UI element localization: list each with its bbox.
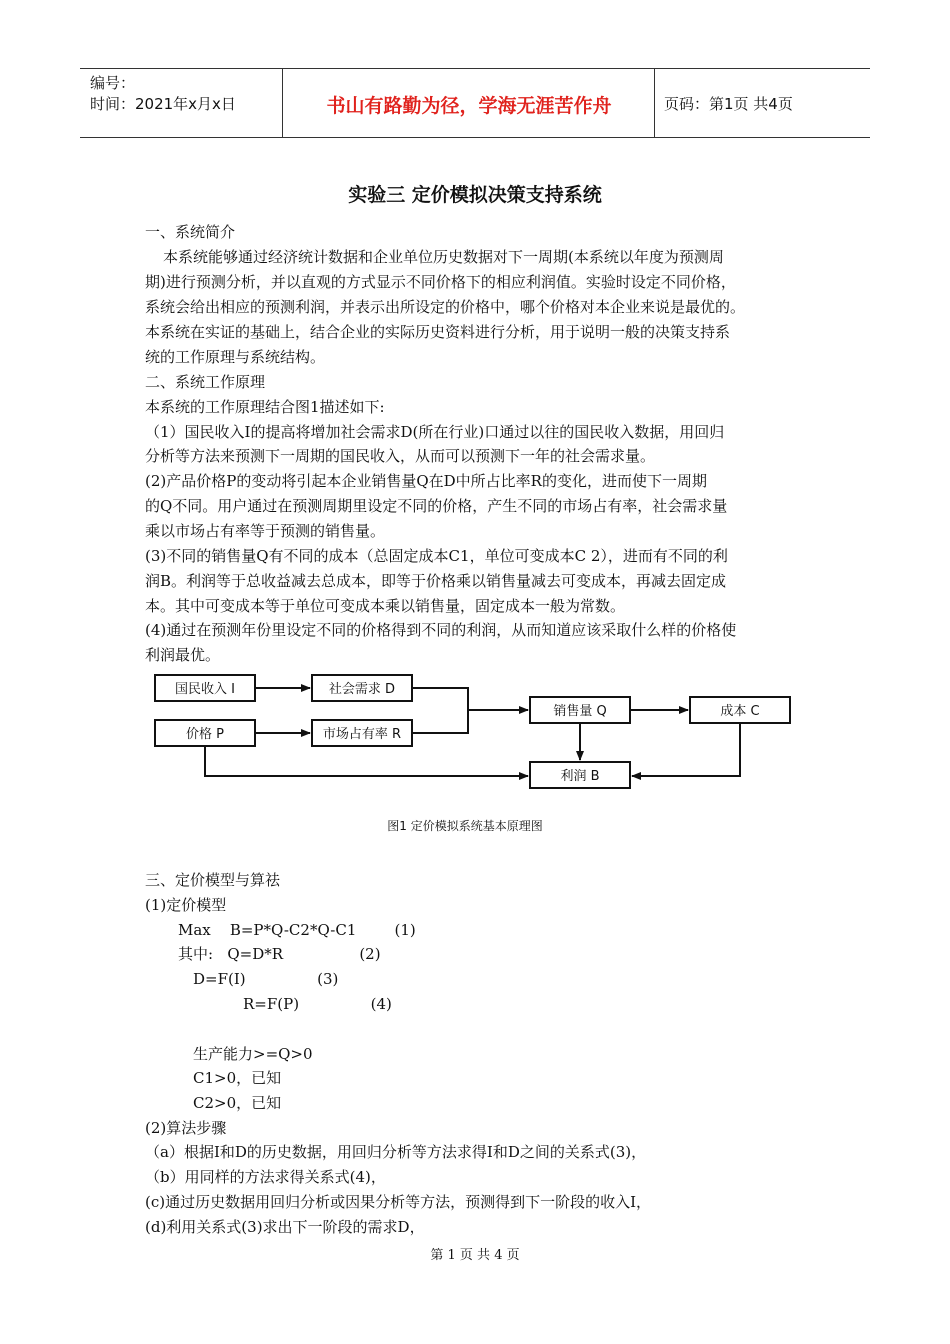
paragraph-line: 本系统在实证的基础上，结合企业的实际历史资料进行分析，用于说明一般的决策支持系: [145, 323, 731, 341]
arrow-cost-profit: [632, 723, 740, 776]
paragraph-line: 系统会给出相应的预测利润，并表示出所设定的价格中，哪个价格对本企业来说是最优的。: [145, 298, 746, 316]
constraint-3: C2>0，已知: [193, 1094, 282, 1112]
algorithm-step: (d)利用关系式(3)求出下一阶段的需求D，: [145, 1218, 425, 1236]
subheading: (1)定价模型: [145, 896, 227, 914]
constraint-1: 生产能力>=Q>0: [193, 1045, 313, 1063]
algorithm-step: （b）用同样的方法求得关系式(4)，: [145, 1168, 386, 1186]
paragraph-line: 润B。利润等于总收益减去总成本，即等于价格乘以销售量减去可变成本，再减去固定成: [145, 572, 727, 590]
header-left-cell: [90, 73, 236, 115]
header-motto: 书山有路勤为径，学海无涯苦作舟: [326, 95, 612, 117]
paragraph-line: （1）国民收入I的提高将增加社会需求D(所在行业)口通过以往的国民收入数据，用回归: [145, 423, 725, 441]
connector-demand-share: [412, 688, 468, 733]
paragraph-line: 利润最优。: [145, 646, 221, 664]
section-heading: 一、系统简介: [145, 223, 236, 241]
constraint-2: C1>0，已知: [193, 1069, 282, 1087]
equation-4: R=F(P) (4): [243, 995, 392, 1013]
box-share-label: 市场占有率 R: [322, 727, 402, 742]
paragraph-line: 分析等方法来预测下一周期的国民收入，从而可以预测下一年的社会需求量。: [145, 447, 656, 465]
paragraph-line: 本。其中可变成本等于单位可变成本乘以销售量，固定成本一般为常数。: [145, 597, 626, 615]
equation-1: Max B=P*Q-C2*Q-C1 (1): [178, 921, 416, 939]
page-title: 实验三 定价模拟决策支持系统: [348, 184, 602, 206]
paragraph-line: (2)产品价格P的变动将引起本企业销售量Q在D中所占比率R的变化，进而使下一周期: [145, 472, 707, 490]
paragraph-line: 的Q不同。用户通过在预测周期里设定不同的价格，产生不同的市场占有率，社会需求量: [145, 497, 728, 515]
section-heading: 三、定价模型与算祛: [145, 871, 281, 889]
paragraph-line: 本系统的工作原理结合图1描述如下:: [145, 398, 385, 416]
principle-diagram: [0, 660, 950, 840]
subheading: (2)算法步骤: [145, 1119, 227, 1137]
paragraph-line: 统的工作原理与系统结构。: [145, 348, 326, 366]
number-label: 编号：: [90, 74, 136, 92]
equation-3: D=F(I) (3): [193, 970, 339, 988]
document-header: [80, 68, 870, 138]
algorithm-step: （a）根据I和D的历史数据，用回归分析等方法求得I和D之间的关系式(3)，: [145, 1143, 647, 1161]
box-sales-label: 销售量 Q: [553, 704, 607, 719]
box-cost-label: 成本 C: [720, 704, 760, 719]
paragraph-line: 期)进行预测分析，并以直观的方式显示不同价格下的相应利润值。实验时设定不同价格，: [145, 273, 736, 291]
box-income-label: 国民收入 I: [175, 682, 235, 697]
algorithm-step: (c)通过历史数据用回归分析或因果分析等方法，预测得到下一阶段的收入I，: [145, 1193, 652, 1211]
paragraph-line: (3)不同的销售量Q有不同的成本（总固定成本C1，单位可变成本C 2），进而有不同的利: [145, 547, 728, 565]
box-price-label: 价格 P: [186, 727, 224, 742]
equation-2: 其中: Q=D*R (2): [178, 945, 381, 963]
arrow-price-profit: [205, 746, 528, 776]
paragraph-line: 乘以市场占有率等于预测的销售量。: [145, 522, 386, 540]
page-footer: 第 1 页 共 4 页: [430, 1248, 520, 1263]
section-heading: 二、系统工作原理: [145, 373, 266, 391]
paragraph-line: 本系统能够通过经济统计数据和企业单位历史数据对下一周期(本系统以年度为预测周: [163, 248, 724, 266]
diagram-caption: 图1 定价模拟系统基本原理图: [387, 819, 543, 833]
box-profit-label: 利润 B: [560, 769, 600, 784]
header-page-info: 页码：第1页 共4页: [664, 95, 793, 113]
header-divider: [654, 69, 655, 137]
time-line: 时间：2021年x月x日: [90, 95, 236, 113]
paragraph-line: (4)通过在预测年份里设定不同的价格得到不同的利润，从而知道应该采取什么样的价格使: [145, 621, 737, 639]
header-divider: [282, 69, 283, 137]
box-demand-label: 社会需求 D: [328, 682, 396, 697]
